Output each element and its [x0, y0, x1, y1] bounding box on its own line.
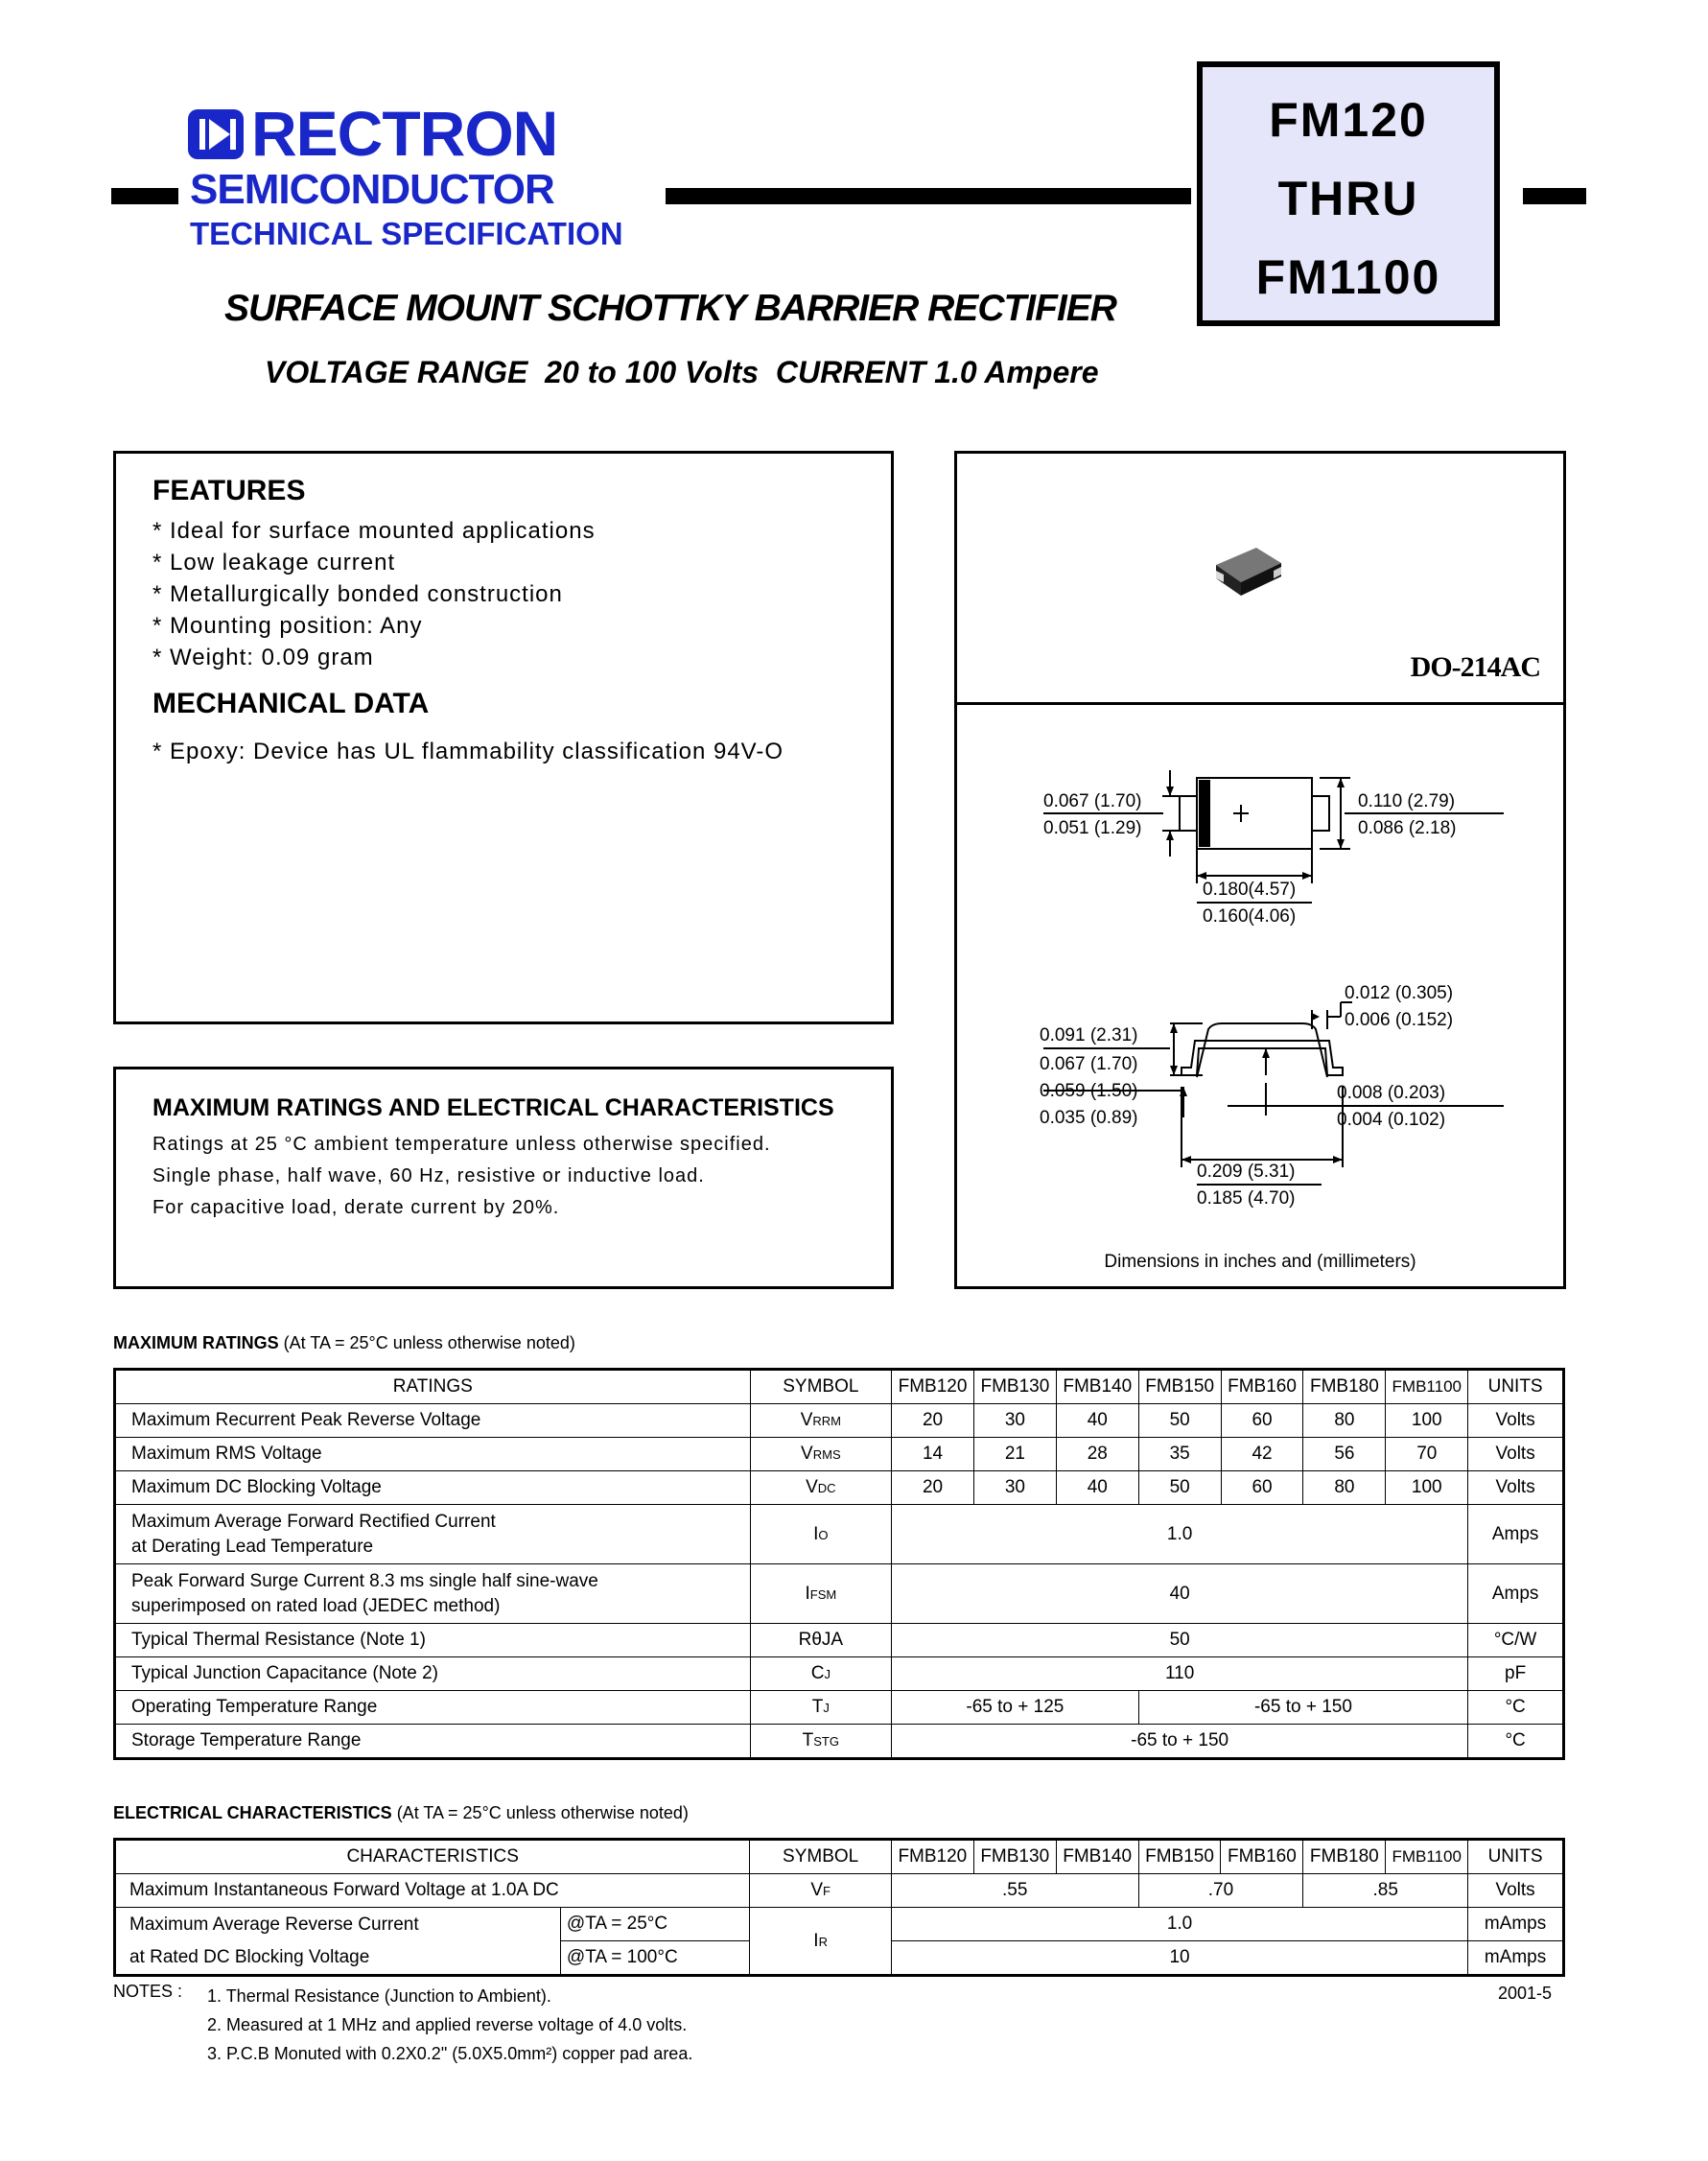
part-number-thru: THRU — [1277, 172, 1419, 225]
cell-value: 80 — [1303, 1471, 1386, 1505]
row-label: Typical Junction Capacitance (Note 2) — [115, 1657, 751, 1691]
cell-unit: °C/W — [1468, 1624, 1564, 1657]
symbol-main: V — [801, 1444, 813, 1464]
list-item: * Weight: 0.09 gram — [152, 645, 374, 670]
col-header: SYMBOL — [750, 1840, 892, 1874]
col-header: FMB150 — [1138, 1840, 1221, 1874]
note-item: 2. Measured at 1 MHz and applied reverse voltage of 4.0 volts. — [207, 2015, 688, 2034]
elec-title — [113, 1803, 689, 1823]
ratings-note-panel — [113, 1067, 894, 1289]
brand-line3: TECHNICAL SPECIFICATION — [190, 216, 623, 251]
row-label: Maximum RMS Voltage — [115, 1438, 751, 1471]
max-ratings-title-note: (At TA = 25°C unless otherwise noted) — [283, 1333, 575, 1352]
col-header: FMB130 — [973, 1840, 1056, 1874]
cell-unit: Volts — [1468, 1438, 1564, 1471]
brand-line2: SEMICONDUCTOR — [190, 166, 554, 213]
row-symbol — [750, 1725, 891, 1759]
cell-value: .70 — [1138, 1874, 1303, 1908]
dim-label: 0.051 (1.29) — [1043, 818, 1142, 838]
dim-label: 0.012 (0.305) — [1345, 983, 1454, 1003]
row-symbol — [750, 1874, 892, 1908]
brand-name: RECTRON — [251, 98, 558, 169]
dim-label: 0.086 (2.18) — [1358, 818, 1457, 838]
col-header: FMB1100 — [1386, 1370, 1468, 1404]
symbol-sub: RRM — [812, 1414, 841, 1428]
cell-unit: mAmps — [1468, 1941, 1564, 1976]
symbol-main: V — [800, 1410, 813, 1430]
max-ratings-table — [113, 1368, 1565, 1760]
row-symbol — [750, 1438, 891, 1471]
dim-label: 0.059 (1.50) — [1040, 1081, 1138, 1101]
cell-value: 10 — [891, 1941, 1467, 1976]
symbol-sub: RMS — [812, 1447, 841, 1462]
row-label: Operating Temperature Range — [115, 1691, 751, 1725]
symbol-main: I — [805, 1583, 810, 1604]
features-panel — [113, 451, 894, 1024]
cell-value: 30 — [973, 1471, 1056, 1505]
cell-value: 110 — [892, 1657, 1468, 1691]
cell-value: 42 — [1221, 1438, 1303, 1471]
col-header: FMB120 — [891, 1840, 973, 1874]
header-rule-right — [1523, 188, 1586, 204]
cell-value: 20 — [892, 1471, 974, 1505]
row-label-line: at Rated DC Blocking Voltage — [129, 1946, 370, 1967]
dim-label: 0.067 (1.70) — [1040, 1054, 1138, 1074]
electrical-table — [113, 1838, 1565, 1977]
ratings-note-line: Ratings at 25 °C ambient temperature unless otherwise specified. — [152, 1134, 771, 1155]
table-header-row — [115, 1370, 1564, 1404]
table-row — [115, 1438, 1564, 1471]
features-heading: FEATURES — [152, 475, 306, 506]
col-header: FMB1100 — [1386, 1840, 1468, 1874]
row-label: Maximum Instantaneous Forward Voltage at 1.0A DC — [115, 1874, 750, 1908]
table-row — [115, 1564, 1564, 1624]
row-label-line: Peak Forward Surge Current 8.3 ms single half sine-wave — [131, 1570, 598, 1591]
row-label: Storage Temperature Range — [115, 1725, 751, 1759]
symbol-main: T — [802, 1730, 814, 1750]
dim-label: 0.091 (2.31) — [1040, 1025, 1138, 1045]
max-ratings-title-bold: MAXIMUM RATINGS — [113, 1333, 279, 1352]
row-symbol — [750, 1404, 891, 1438]
ratings-note-lines — [152, 1129, 771, 1224]
table-row — [115, 1404, 1564, 1438]
cell-value: 35 — [1138, 1438, 1221, 1471]
table-header-row — [115, 1840, 1564, 1874]
symbol-sub: J — [823, 1701, 830, 1715]
cell-value: .85 — [1303, 1874, 1468, 1908]
cell-value: -65 to + 150 — [892, 1725, 1468, 1759]
symbol-sub: O — [818, 1527, 829, 1542]
table-row — [115, 1874, 1564, 1908]
note-item: 1. Thermal Resistance (Junction to Ambient). — [207, 1986, 551, 2006]
list-item: * Low leakage current — [152, 550, 396, 575]
symbol-sub: STG — [813, 1734, 839, 1749]
dim-label: 0.160(4.06) — [1203, 906, 1297, 927]
cell-value: 50 — [1138, 1404, 1221, 1438]
col-header: RATINGS — [115, 1370, 751, 1404]
cell-value: 80 — [1303, 1404, 1386, 1438]
part-number-box — [1197, 61, 1500, 326]
dim-label: 0.008 (0.203) — [1337, 1083, 1446, 1103]
dim-label: 0.180(4.57) — [1203, 880, 1297, 900]
note-item: 3. P.C.B Monuted with 0.2X0.2" (5.0X5.0mm²) copper pad area. — [207, 2044, 693, 2063]
features-list — [152, 515, 596, 673]
part-number-to: FM1100 — [1255, 250, 1441, 304]
table-row — [115, 1471, 1564, 1505]
row-label — [115, 1564, 751, 1624]
col-header: FMB140 — [1056, 1840, 1138, 1874]
row-label-line: at Derating Lead Temperature — [131, 1536, 374, 1557]
cell-value: -65 to + 125 — [892, 1691, 1139, 1725]
col-header: FMB140 — [1056, 1370, 1138, 1404]
cell-value: .55 — [891, 1874, 1138, 1908]
dim-label: 0.004 (0.102) — [1337, 1110, 1446, 1130]
row-symbol — [750, 1908, 892, 1976]
cell-value: 56 — [1303, 1438, 1386, 1471]
row-symbol — [750, 1505, 891, 1564]
row-label-line: Maximum Average Reverse Current — [129, 1914, 419, 1935]
cell-value: 40 — [1056, 1404, 1138, 1438]
cell-unit: mAmps — [1468, 1908, 1564, 1941]
row-symbol — [750, 1564, 891, 1624]
dim-label: 0.006 (0.152) — [1345, 1010, 1454, 1030]
notes-list — [207, 1982, 692, 2068]
list-item: * Metallurgically bonded construction — [152, 581, 563, 607]
row-label — [115, 1908, 561, 1976]
table-row — [115, 1624, 1564, 1657]
list-item: * Ideal for surface mounted applications — [152, 518, 596, 544]
cell-unit: Volts — [1468, 1404, 1564, 1438]
row-symbol — [750, 1471, 891, 1505]
cell-unit: Amps — [1468, 1505, 1564, 1564]
symbol-main: I — [813, 1523, 819, 1544]
col-header: UNITS — [1468, 1840, 1564, 1874]
symbol-sub: FSM — [809, 1586, 837, 1602]
cell-value: -65 to + 150 — [1138, 1691, 1468, 1725]
row-label: Maximum Recurrent Peak Reverse Voltage — [115, 1404, 751, 1438]
row-label — [115, 1505, 751, 1564]
col-header: FMB120 — [892, 1370, 974, 1404]
row-label: Maximum DC Blocking Voltage — [115, 1471, 751, 1505]
col-header: FMB130 — [973, 1370, 1056, 1404]
dim-label: 0.067 (1.70) — [1043, 791, 1142, 811]
cell-value: 30 — [973, 1404, 1056, 1438]
list-item: * Mounting position: Any — [152, 613, 423, 639]
elec-title-note: (At TA = 25°C unless otherwise noted) — [396, 1803, 689, 1822]
symbol-sub: R — [818, 1934, 828, 1949]
dimension-caption: Dimensions in inches and (millimeters) — [1104, 1252, 1416, 1272]
row-symbol — [750, 1657, 891, 1691]
brand-logo-mark — [186, 107, 246, 161]
cell-value: 40 — [1056, 1471, 1138, 1505]
row-symbol: RθJA — [750, 1624, 891, 1657]
dim-label: 0.185 (4.70) — [1197, 1188, 1296, 1209]
max-ratings-title — [113, 1333, 575, 1353]
mechanical-list — [152, 736, 784, 767]
dim-label: 0.110 (2.79) — [1358, 791, 1456, 811]
table-row — [115, 1908, 1564, 1941]
revision-date: 2001-5 — [1498, 1984, 1553, 2003]
cell-unit: Volts — [1468, 1471, 1564, 1505]
cell-value: 50 — [892, 1624, 1468, 1657]
mechanical-heading: MECHANICAL DATA — [152, 688, 430, 719]
cell-value: 50 — [1138, 1471, 1221, 1505]
cell-value: 40 — [892, 1564, 1468, 1624]
col-header: UNITS — [1468, 1370, 1564, 1404]
package-name: DO-214AC — [1410, 651, 1540, 683]
condition: @TA = 100°C — [560, 1941, 749, 1976]
cell-unit: °C — [1468, 1725, 1564, 1759]
cell-value: 100 — [1386, 1471, 1468, 1505]
cell-unit: Volts — [1468, 1874, 1564, 1908]
dim-label: 0.209 (5.31) — [1197, 1162, 1296, 1182]
table-row — [115, 1505, 1564, 1564]
cell-unit: °C — [1468, 1691, 1564, 1725]
cell-unit: Amps — [1468, 1564, 1564, 1624]
table-row — [115, 1657, 1564, 1691]
col-header: FMB180 — [1303, 1370, 1386, 1404]
package-panel — [954, 451, 1566, 1289]
cell-value: 70 — [1386, 1438, 1468, 1471]
cell-value: 20 — [892, 1404, 974, 1438]
col-header: FMB160 — [1221, 1370, 1303, 1404]
page-title: SURFACE MOUNT SCHOTTKY BARRIER RECTIFIER — [224, 288, 1116, 329]
symbol-main: V — [806, 1477, 818, 1497]
col-header: CHARACTERISTICS — [115, 1840, 750, 1874]
condition: @TA = 25°C — [560, 1908, 749, 1941]
cell-value: 14 — [892, 1438, 974, 1471]
table-row — [115, 1725, 1564, 1759]
symbol-main: V — [810, 1880, 823, 1900]
elec-title-bold: ELECTRICAL CHARACTERISTICS — [113, 1803, 392, 1822]
dim-label: 0.035 (0.89) — [1040, 1108, 1138, 1128]
cell-value: 60 — [1221, 1404, 1303, 1438]
notes-label: NOTES : — [113, 1982, 183, 2001]
symbol-sub: DC — [817, 1481, 836, 1495]
symbol-sub: F — [823, 1884, 831, 1898]
cell-value: 1.0 — [891, 1908, 1467, 1941]
cell-value: 28 — [1056, 1438, 1138, 1471]
row-label-line: Maximum Average Forward Rectified Current — [131, 1511, 496, 1532]
col-header: SYMBOL — [750, 1370, 891, 1404]
cell-value: 21 — [973, 1438, 1056, 1471]
col-header: FMB180 — [1303, 1840, 1386, 1874]
list-item: * Epoxy: Device has UL flammability classification 94V-O — [152, 739, 784, 764]
ratings-note-line: For capacitive load, derate current by 20%. — [152, 1197, 560, 1218]
col-header: FMB150 — [1138, 1370, 1221, 1404]
cell-value: 60 — [1221, 1471, 1303, 1505]
header-rule-left — [111, 188, 178, 204]
table-row — [115, 1691, 1564, 1725]
symbol-sub: J — [824, 1667, 831, 1681]
row-symbol — [750, 1691, 891, 1725]
col-header: FMB160 — [1221, 1840, 1303, 1874]
page-subtitle: VOLTAGE RANGE 20 to 100 Volts CURRENT 1.0 Ampere — [265, 355, 1099, 389]
ratings-note-line: Single phase, half wave, 60 Hz, resistive or inductive load. — [152, 1165, 705, 1186]
row-label-line: superimposed on rated load (JEDEC method) — [131, 1595, 501, 1616]
ratings-note-heading: MAXIMUM RATINGS AND ELECTRICAL CHARACTERISTICS — [152, 1094, 834, 1121]
cell-value: 1.0 — [892, 1505, 1468, 1564]
row-label: Typical Thermal Resistance (Note 1) — [115, 1624, 751, 1657]
cell-unit: pF — [1468, 1657, 1564, 1691]
symbol-main: C — [810, 1663, 825, 1683]
cell-value: 100 — [1386, 1404, 1468, 1438]
symbol-main: T — [811, 1697, 824, 1717]
symbol-main: I — [813, 1930, 819, 1951]
part-number-from: FM120 — [1269, 93, 1428, 147]
header-rule-mid — [666, 188, 1191, 204]
